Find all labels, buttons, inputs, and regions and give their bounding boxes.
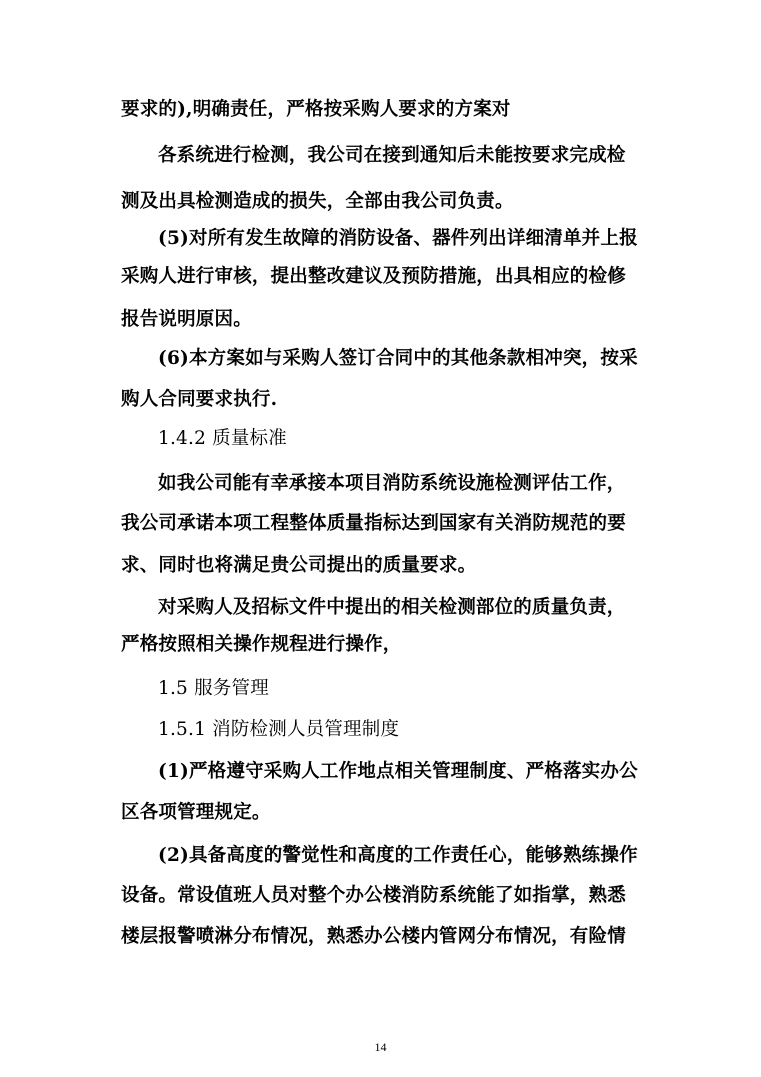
text-line-13: 对采购人及招标文件中提出的相关检测部位的质量负责， xyxy=(158,597,626,618)
text-line-8: 购人合同要求执行. xyxy=(121,389,278,410)
text-line-19: (2)具备高度的警觉性和高度的工作责任心，能够熟练操作 xyxy=(158,845,638,866)
section-heading-1-5: 1.5 服务管理 xyxy=(158,678,269,699)
text-line-21: 楼层报警喷淋分布情况，熟悉办公楼内管网分布情况，有险情 xyxy=(121,926,626,947)
text-line-18: 区各项管理规定。 xyxy=(121,802,271,823)
text-line-20: 设备。常设值班人员对整个办公楼消防系统能了如指掌，熟悉 xyxy=(121,885,626,906)
text-line-10: 如我公司能有幸承接本项目消防系统设施检测评估工作， xyxy=(158,473,626,494)
text-line-7: (6)本方案如与采购人签订合同中的其他条款相冲突，按采 xyxy=(158,348,638,369)
text-line-4: (5)对所有发生故障的消防设备、器件列出详细清单并上报 xyxy=(158,228,638,249)
text-line-5: 采购人进行审核，提出整改建议及预防措施，出具相应的检修 xyxy=(121,266,626,287)
text-line-11: 我公司承诺本项工程整体质量指标达到国家有关消防规范的要 xyxy=(121,513,626,534)
text-line-2: 各系统进行检测，我公司在接到通知后未能按要求完成检 xyxy=(158,145,626,166)
text-line-17: (1)严格遵守采购人工作地点相关管理制度、严格落实办公 xyxy=(158,761,638,782)
section-heading-1-4-2: 1.4.2 质量标准 xyxy=(158,428,287,449)
text-line-3: 测及出具检测造成的损失，全部由我公司负责。 xyxy=(121,191,514,212)
text-line-12: 求、同时也将满足贵公司提出的质量要求。 xyxy=(121,555,477,576)
text-line-6: 报告说明原因。 xyxy=(121,309,252,330)
text-line-1: 要求的),明确责任，严格按采购人要求的方案对 xyxy=(121,99,511,120)
page-number: 14 xyxy=(374,1040,387,1054)
text-line-14: 严格按照相关操作规程进行操作， xyxy=(121,634,402,655)
section-heading-1-5-1: 1.5.1 消防检测人员管理制度 xyxy=(158,719,400,740)
